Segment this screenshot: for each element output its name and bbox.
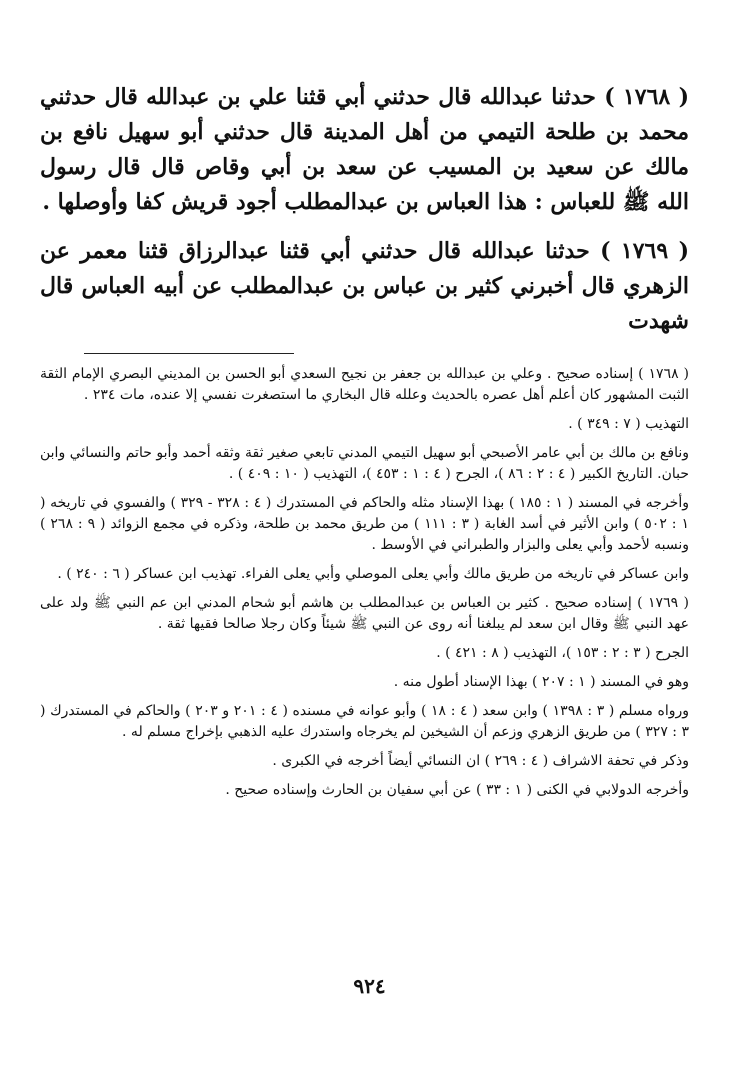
footnote-separator xyxy=(84,353,294,354)
hadith-1768: ( ١٧٦٨ ) حدثنا عبدالله قال حدثني أبي قثنا علي بن عبدالله قال حدثني محمد بن طلحة التيمي من أهل المدينة قال حدثني أبو سهيل نافع بن مالك عن سعيد بن المسيب عن سعد بن أبي وقاص قال قال رسول الله ﷺ للعباس : هذا العباس بن عبدالمطلب أجود قريش كفا وأوصلها . xyxy=(40,84,689,215)
page-number: ٩٢٤ xyxy=(353,974,386,998)
footnote-1769-intro: ( ١٧٦٩ ) إسناده صحيح . كثير بن العباس بن عبدالمطلب بن هاشم أبو شحام المدني ابن عم النبي ﷺ ولد على عهد النبي ﷺ وقال ابن سعد لم يبلغنا أنه روى عن النبي ﷺ شيئاً وكان رجلا صالحا فقيها ثقة . xyxy=(40,595,689,632)
footnote-1768-nafi: ونافع بن مالك بن أبي عامر الأصبحي أبو سهيل التيمي المدني تابعي صغير ثقة وثقه أحمد وأبو حاتم والنسائي وابن حبان. التاريخ الكبير ( ٤ : ٢ : ٨٦ )، الجرح ( ٤ : ١ : ٤٥٣ )، التهذيب ( ١٠ : ٤٠٩ ) . xyxy=(40,445,689,482)
footnote-1768-asakir: وابن عساكر في تاريخه من طريق مالك وأبي يعلى الموصلي وأبي يعلى الفراء. تهذيب ابن عساكر ( ٦ : ٢٤٠ ) . xyxy=(57,566,689,582)
footnote-1768-sources: وأخرجه في المسند ( ١ : ١٨٥ ) بهذا الإسناد مثله والحاكم في المستدرك ( ٤ : ٣٢٨ - ٣٢٩ ) والفسوي في تاريخه ( ١ : ٥٠٢ ) وابن الأثير في أسد الغابة ( ٣ : ١١١ ) من طريق محمد بن طلحة، وذكره في مجمع الزوائد ( ٩ : ٢٦٨ ) ونسبه لأحمد وأبي يعلى والبزار والطبراني في الأوسط . xyxy=(40,495,689,553)
footnote-1769-ref: الجرح ( ٣ : ٢ : ١٥٣ )، التهذيب ( ٨ : ٤٢١ ) . xyxy=(436,645,689,661)
document-page xyxy=(40,80,689,809)
hadith-1769: ( ١٧٦٩ ) حدثنا عبدالله قال حدثني أبي قثنا عبدالرزاق قثنا معمر عن الزهري قال أخبرني كثير بن عباس بن عبدالمطلب عن أبيه العباس قال شهدت xyxy=(40,238,689,334)
footnote-1769-dulabi: وأخرجه الدولابي في الكنى ( ١ : ٣٣ ) عن أبي سفيان بن الحارث وإسناده صحيح . xyxy=(225,782,689,798)
footnote-1768-intro: ( ١٧٦٨ ) إسناده صحيح . وعلي بن عبدالله بن جعفر بن نجيح السعدي أبو الحسن بن المديني البصري الإمام الثقة الثبت المشهور كان أعلم أهل عصره بالحديث وعلله قال البخاري ما استصغرت نفسي إلا عنده، مات ٢٣٤ . xyxy=(40,366,689,403)
footnote-1769-musnad: وهو في المسند ( ١ : ٢٠٧ ) بهذا الإسناد أطول منه . xyxy=(393,674,689,690)
hadith-text xyxy=(40,80,689,339)
footnote-1769-sources: ورواه مسلم ( ٣ : ١٣٩٨ ) وابن سعد ( ٤ : ١٨ ) وأبو عوانه في مسنده ( ٤ : ٢٠١ و ٢٠٣ ) والحاكم في المستدرك ( ٣ : ٣٢٧ ) من طريق الزهري وزعم أن الشيخين لم يخرجاه واستدرك عليه الذهبي بإخراج مسلم له . xyxy=(40,703,690,740)
footnote-1768-ref: التهذيب ( ٧ : ٣٤٩ ) . xyxy=(568,416,689,432)
footnote-1769-tuhfa: وذكر في تحفة الاشراف ( ٤ : ٢٦٩ ) ان النسائي أيضاً أخرجه في الكبرى . xyxy=(272,753,689,769)
footnotes xyxy=(40,364,689,801)
